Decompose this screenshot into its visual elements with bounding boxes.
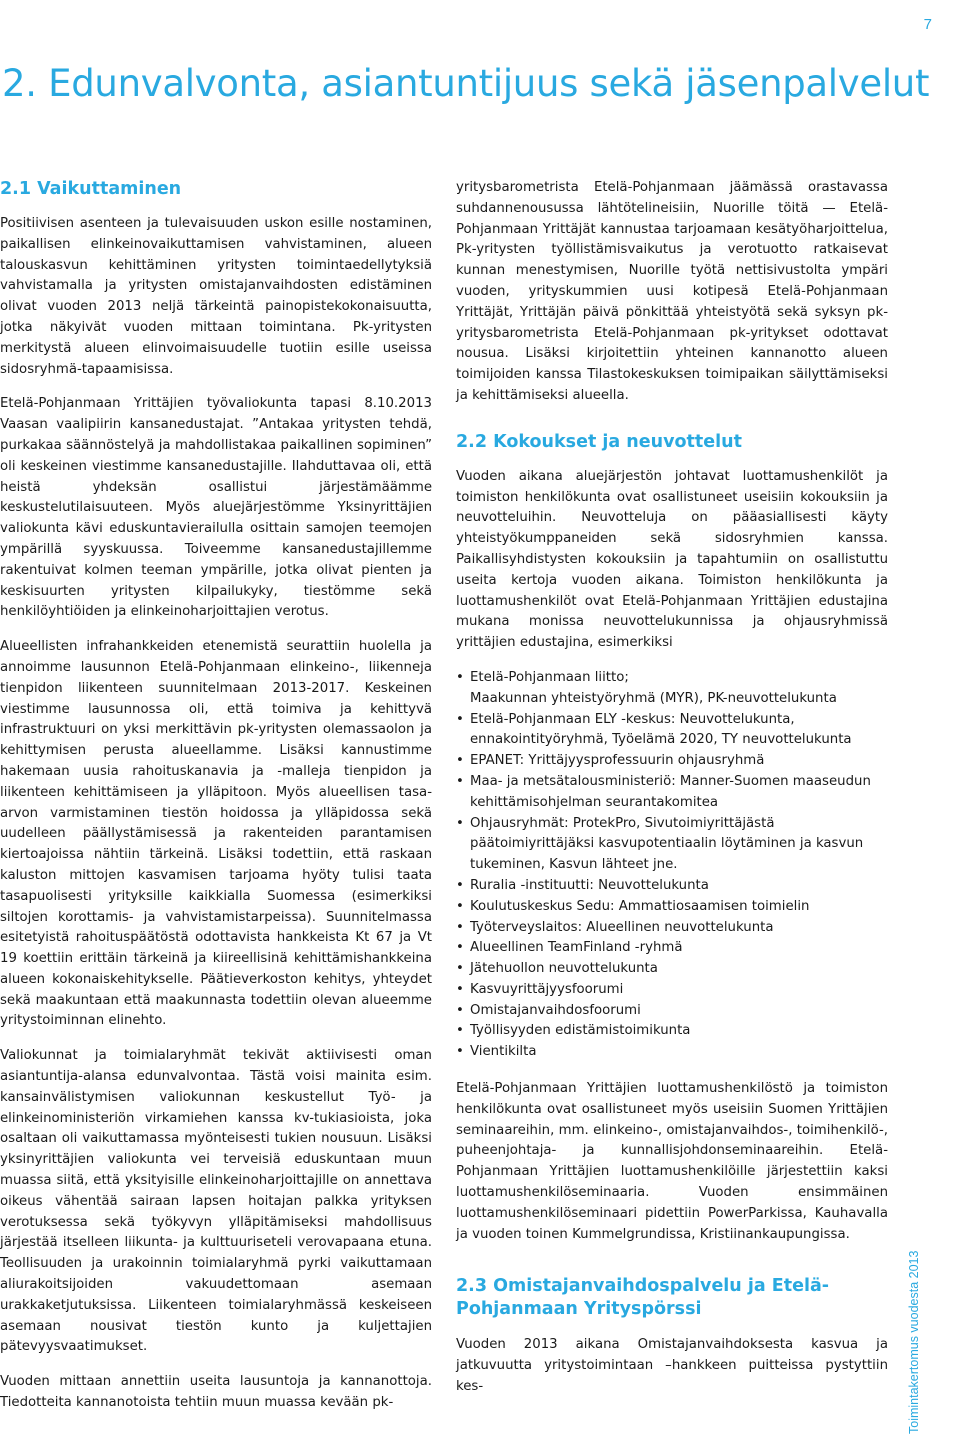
paragraph: Etelä-Pohjanmaan Yrittäjien luottamushenkilöstö ja toimiston henkilökunta ovat osallistuneet myös useisiin Suomen Yrittäjien seminaareihin, mm. elinkeino-, omistajanvaihdos-, toimihenkilö-, puheenjohtaja- ja kunnallisjohdonseminaareihin. Etelä-Pohjanmaan Yrittäjien luottamushenkilöille järjestettiin kaksi luottamushenkilöseminaaria. Vuoden ensimmäinen luottamushenkilöseminaari pidettiin PowerParkissa, Kauhavalla ja vuoden toinen Kummelgrundissa, Kristiinankaupungissa.	[456, 1081, 888, 1242]
paragraph: Vuoden aikana aluejärjestön johtavat luottamushenkilöt ja toimiston henkilökunta ovat osallistuneet useisiin kokouksiin ja neuvotteluihin. Neuvotteluja on pääasiallisesti käyty yhteistyökumppaneiden sekä sidosryhmien kanssa. Paikallisyhdistysten kokouksiin ja tapahtumiin on osallistuttu useita kertoja vuoden aikana. Toimiston henkilökunta ja luottamushenkilöt ovat Etelä-Pohjanmaan Yrittäjien edustajina mukana monissa neuvottelukunnissa ja ohjausryhmissä yrittäjien edustajina, esimerkiksi	[456, 468, 888, 651]
list-item: • Työterveyslaitos: Alueellinen neuvottelukunta	[456, 918, 888, 939]
right-column	[456, 178, 888, 1398]
committee-list	[456, 668, 888, 1063]
section-heading-2-2: 2.2 Kokoukset ja neuvottelut	[456, 431, 742, 452]
list-item: • Omistajanvaihdosfoorumi	[456, 1001, 888, 1022]
list-item: • Vientikilta	[456, 1042, 888, 1063]
list-item: • Maa- ja metsätalousministeriö: Manner-Suomen maaseudun kehittämisohjelman seurantakomitea	[456, 772, 888, 814]
chapter-title: 2. Edunvalvonta, asiantuntijuus sekä jäsenpalvelut	[2, 62, 930, 105]
list-item: • Etelä-Pohjanmaan liitto; Maakunnan yhteistyöryhmä (MYR), PK-neuvottelukunta	[456, 668, 888, 710]
paragraph: Etelä-Pohjanmaan Yrittäjien työvaliokunta tapasi 8.10.2013 Vaasan vaalipiirin kansanedustajat. ”Antakaa yritysten tehdä, purkakaa säännöstelyä ja mahdollistakaa paikallinen sopiminen” oli keskeinen viestimme kansanedustajille. Ilahduttavaa oli, että heistä yhdeksän osallistui järjestämäämme keskustelutilaisuuteen. Myös aluejärjestömme Yksinyrittäjien valiokunta kävi eduskuntavierailulla osittain samojen teemojen ympärillä syyskuussa. Toiveemme kansanedustajillemme rakentuivat kolmen teeman ympärille, jotka olivat pienten ja keskisuurten yritysten kilpailukyky, tiestömme sekä henkilöyhtiöiden ja elinkeinoharjoittajien verotus.	[0, 396, 432, 620]
list-item: • Alueellinen TeamFinland -ryhmä	[456, 938, 888, 959]
list-item: • Koulutuskeskus Sedu: Ammattiosaamisen toimielin	[456, 897, 888, 918]
paragraph: Vuoden 2013 aikana Omistajanvaihdoksesta kasvua ja jatkuvuutta yritystoimintaan –hankkeen puitteissa pystyttiin kes-	[456, 1337, 888, 1395]
page-number: 7	[923, 16, 932, 33]
list-item: • Jätehuollon neuvottelukunta	[456, 959, 888, 980]
paragraph: Vuoden mittaan annettiin useita lausuntoja ja kannanottoja. Tiedotteita kannanotoista tehtiin muun muassa kevään pk-	[0, 1374, 432, 1411]
side-footer: Toimintakertomus vuodesta 2013	[907, 1250, 921, 1434]
list-item: • EPANET: Yrittäjyysprofessuurin ohjausryhmä	[456, 751, 888, 772]
section-heading-2-3: 2.3 Omistajanvaihdospalvelu ja Etelä-Pohjanmaan Yrityspörssi	[456, 1276, 830, 1320]
paragraph: Alueellisten infrahankkeiden etenemistä seurattiin huolella ja annoimme lausunnon Etelä-Pohjanmaan elinkeino-, liikenneja tienpidon liikenteen suunnitelmaan 2013-2017. Keskeinen viestimme lausunnossa oli, että toimiva ja kehittyvä infrastruktuuri on yksi merkittävin pk-yritysten olemassaolon ja kehittymisen perusta alueellamme. Lisäksi kannustimme hakemaan uusia rahoituskanavia ja -malleja tienpidon ja liikenteen kehittämiseen ja ylläpitoon. Myös alueellisen tasa-arvon varmistaminen tiestön hoidossa ja ylläpidossa sekä uudelleen päällystämisessä ja rakenteiden parantamisen kiertoajoissa nähtiin tärkeinä. Lisäksi todettiin, että raskaan kaluston mittojen kasvamisen tarjoama hyöty tulisi taata tasapuolisesti yrityksille kaikkialla Suomessa (esimerkiksi siltojen korottamis- ja vahvistamistarpeissa). Suunnitelmassa esitetyistä rahoituspäätöstä odottavista hankkeista Kt 67 ja Vt 19 koettiin erittäin tärkeinä ja kiireellisinä kehittämishankkeina alueen kokonaiskehitykselle. Päätieverkoston kehitys, yhteydet sekä maakuntaan että maakunnasta todettiin olevan alueemme yritystoiminnan elinehto.	[0, 639, 432, 1029]
list-item: • Työllisyyden edistämistoimikunta	[456, 1021, 888, 1042]
paragraph: Positiivisen asenteen ja tulevaisuuden uskon esille nostaminen, paikallisen elinkeinovaikuttamisen vahvistaminen, alueen talouskasvun kehittäminen yritysten toimintaedellytyksiä vahvistamalla ja yritysten omistajanvaihdosten edistäminen olivat vuoden 2013 neljä tärkeintä painopistekokonaisuutta, jotka näkyivät vuoden mittaan toimintana. Pk-yritysten merkitystä alueen elinvoimaisuudelle tuotiin esille useissa sidosryhmä-tapaamisissa.	[0, 216, 432, 377]
list-item: • Ruralia -instituutti: Neuvottelukunta	[456, 876, 888, 897]
left-column	[0, 178, 432, 1414]
paragraph: Valiokunnat ja toimialaryhmät tekivät aktiivisesti oman asiantuntija-alansa edunvalvontaa. Tästä voisi mainita esim. kansainvälistymisen valiokunnan keskustellut Työ- ja elinkeinoministeriön virkamiehen kanssa kv-tukiasioista, joka osaltaan oli vaikuttamassa myönteisesti tukien nousuun. Lisäksi yksinyrittäjien valiokunta vei terveisiä eduskuntaan muun muassa siitä, että yksityisille elinkeinoharjoittajille on annettava oikeus vähentää sairaan lapsen hoitajan palkka yrityksen verotuksessa sekä työkyvyn ylläpitämiseksi mahdollisuus järjestää itselleen liikunta- ja kulttuuriseteli verovapaana etuna. Teollisuuden ja urakoinnin toimialaryhmä pyrki vaikuttamaan aliurakoitsijoiden vakuudettomaan asemaan urakkaketjutuksissa. Liikenteen toimialaryhmässä keskeiseen asemaan nousivat tiestön kunto ja kuljettajien pätevyysvaatimukset.	[0, 1048, 432, 1355]
paragraph: yritysbarometrista Etelä-Pohjanmaan jäämässä orastavassa suhdannenousussa lähtötelineisiin, Nuorille töitä — Etelä-Pohjanmaan Yrittäjät kannustaa tarjoamaan kesätyöharjoittelua, Pk-yritysten työllistämisvaikutus ja verotuotto ratkaisevat kunnan menestymisen, Nuorille työtä nettisivustolta ympäri vuoden, yrityskummien uusi kotipesä Etelä-Pohjanmaan Yrittäjät, Yrittäjän päivä pönkittää yhteistyötä sekä syksyn pk-yritysbarometrista Etelä-Pohjanmaan pk-yritykset odottavat nousua. Lisäksi kirjoitettiin yhteinen kannanotto alueen toimijoiden kanssa Tilastokeskuksen toimipaikan säilyttämiseksi ja kehittämiseksi alueella.	[456, 180, 888, 403]
list-item: • Kasvuyrittäjyysfoorumi	[456, 980, 888, 1001]
list-item: • Ohjausryhmät: ProtekPro, Sivutoimiyrittäjästä päätoimiyrittäjäksi kasvupotentiaalin löytäminen ja kasvun tukeminen, Kasvun lähteet jne.	[456, 814, 888, 876]
section-heading-2-1: 2.1 Vaikuttaminen	[0, 179, 182, 199]
list-item: • Etelä-Pohjanmaan ELY -keskus: Neuvottelukunta, ennakointityöryhmä, Työelämä 2020, TY neuvottelukunta	[456, 710, 888, 752]
